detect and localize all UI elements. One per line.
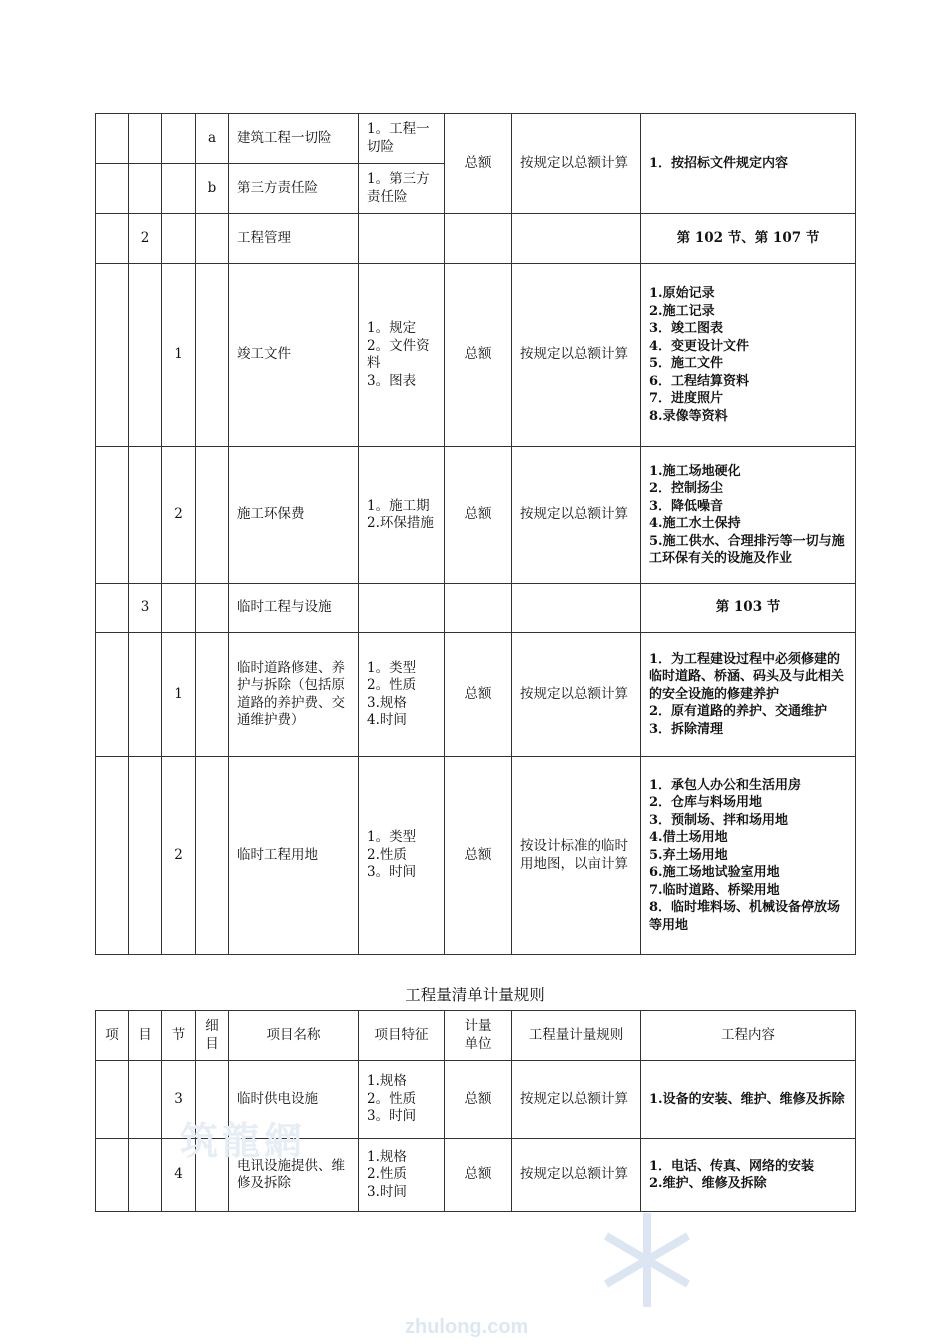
section-reference: 第 102 节、第 107 节 — [641, 214, 856, 264]
item-feature: 1.规格 2。性质 3。时间 — [359, 1061, 445, 1139]
item-feature: 1。类型 2。性质 3.规格 4.时间 — [359, 633, 445, 757]
header-unit: 计量单位 — [445, 1011, 512, 1061]
section-code: 4 — [162, 1139, 196, 1212]
section-reference: 第 103 节 — [641, 584, 856, 633]
item-feature — [359, 584, 445, 633]
measure-rule: 按规定以总额计算 — [512, 1061, 641, 1139]
item-name: 电讯设施提供、维修及拆除 — [229, 1139, 359, 1212]
item-name: 竣工文件 — [229, 264, 359, 447]
header-detail: 细目 — [196, 1011, 229, 1061]
header-rule: 工程量计量规则 — [512, 1011, 641, 1061]
item-name: 临时道路修建、养护与拆除（包括原道路的养护费、交通维护费） — [229, 633, 359, 757]
measure-unit: 总额 — [445, 264, 512, 447]
item-feature: 1。类型 2.性质 3。时间 — [359, 757, 445, 955]
measure-unit: 总额 — [445, 447, 512, 584]
section-code: 3 — [162, 1061, 196, 1139]
table-row — [96, 1139, 856, 1212]
header-content: 工程内容 — [641, 1011, 856, 1061]
table-row — [96, 757, 856, 955]
header-sec: 节 — [162, 1011, 196, 1061]
item-name: 施工环保费 — [229, 447, 359, 584]
table-caption: 工程量清单计量规则 — [405, 986, 545, 1004]
item-feature: 1。施工期 2.环保措施 — [359, 447, 445, 584]
item-name: 工程管理 — [229, 214, 359, 264]
work-content: 1．为工程建设过程中必须修建的临时道路、桥涵、码头及与此相关的安全设施的修建养护 2．原有道路的养护、交通维护 3．拆除清理 — [641, 633, 856, 757]
measure-unit: 总额 — [445, 114, 512, 214]
section-code: 1 — [162, 264, 196, 447]
measure-unit: 总额 — [445, 633, 512, 757]
measure-rule: 按设计标准的临时用地图，以亩计算 — [512, 757, 641, 955]
watermark-text: 筑龍網 — [180, 1118, 307, 1163]
snowflake-logo-icon — [592, 1205, 702, 1315]
measure-rule: 按规定以总额计算 — [512, 447, 641, 584]
detail-code: b — [196, 164, 229, 214]
measure-rule: 按规定以总额计算 — [512, 1139, 641, 1212]
item-name: 建筑工程一切险 — [229, 114, 359, 164]
item-name: 临时工程与设施 — [229, 584, 359, 633]
work-content: 1.原始记录 2.施工记录 3．竣工图表 4．变更设计文件 5．施工文件 6．工程结算资料 7．进度照片 8.录像等资料 — [641, 264, 856, 447]
header-name: 项目名称 — [229, 1011, 359, 1061]
watermark-url: zhulong.com — [405, 1316, 529, 1338]
work-content: 1．电话、传真、网络的安装 2.维护、维修及拆除 — [641, 1139, 856, 1212]
measure-rule: 按规定以总额计算 — [512, 264, 641, 447]
section-code: 2 — [162, 447, 196, 584]
item-name: 临时工程用地 — [229, 757, 359, 955]
section-code: 2 — [162, 757, 196, 955]
header-sub: 目 — [129, 1011, 162, 1061]
measure-rule: 按规定以总额计算 — [512, 633, 641, 757]
item-feature: 1。工程一切险 — [359, 114, 445, 164]
table-row — [96, 264, 856, 447]
work-content: 1.设备的安装、维护、维修及拆除 — [641, 1061, 856, 1139]
detail-code: a — [196, 114, 229, 164]
item-name: 临时供电设施 — [229, 1061, 359, 1139]
header-feature: 项目特征 — [359, 1011, 445, 1061]
table-row — [96, 633, 856, 757]
table-row — [96, 584, 856, 633]
work-content: 1.施工场地硬化 2．控制扬尘 3．降低噪音 4.施工水土保持 5.施工供水、合理排污等一切与施工环保有关的设施及作业 — [641, 447, 856, 584]
item-feature: 1。第三方责任险 — [359, 164, 445, 214]
sub-code: 2 — [129, 214, 162, 264]
item-feature: 1.规格 2.性质 3.时间 — [359, 1139, 445, 1212]
section-code: 1 — [162, 633, 196, 757]
work-content: 1．承包人办公和生活用房 2．仓库与料场用地 3．预制场、拌和场用地 4.借土场用地 5.弃土场用地 6.施工场地试验室用地 7.临时道路、桥梁用地 8．临时堆料场、机械设备停放场等用地 — [641, 757, 856, 955]
quantity-rules-table — [95, 1010, 856, 1212]
item-feature — [359, 214, 445, 264]
table-row — [96, 214, 856, 264]
measure-unit: 总额 — [445, 757, 512, 955]
sub-code: 3 — [129, 584, 162, 633]
table-row — [96, 114, 856, 164]
measure-rule: 按规定以总额计算 — [512, 114, 641, 214]
header-item: 项 — [96, 1011, 129, 1061]
quantity-rules-table-continued — [95, 113, 856, 955]
item-feature: 1。规定 2。文件资料 3。图表 — [359, 264, 445, 447]
measure-unit: 总额 — [445, 1139, 512, 1212]
table-header-row — [96, 1011, 856, 1061]
table-row — [96, 1061, 856, 1139]
measure-unit: 总额 — [445, 1061, 512, 1139]
work-content: 1．按招标文件规定内容 — [641, 114, 856, 214]
item-name: 第三方责任险 — [229, 164, 359, 214]
table-row — [96, 447, 856, 584]
